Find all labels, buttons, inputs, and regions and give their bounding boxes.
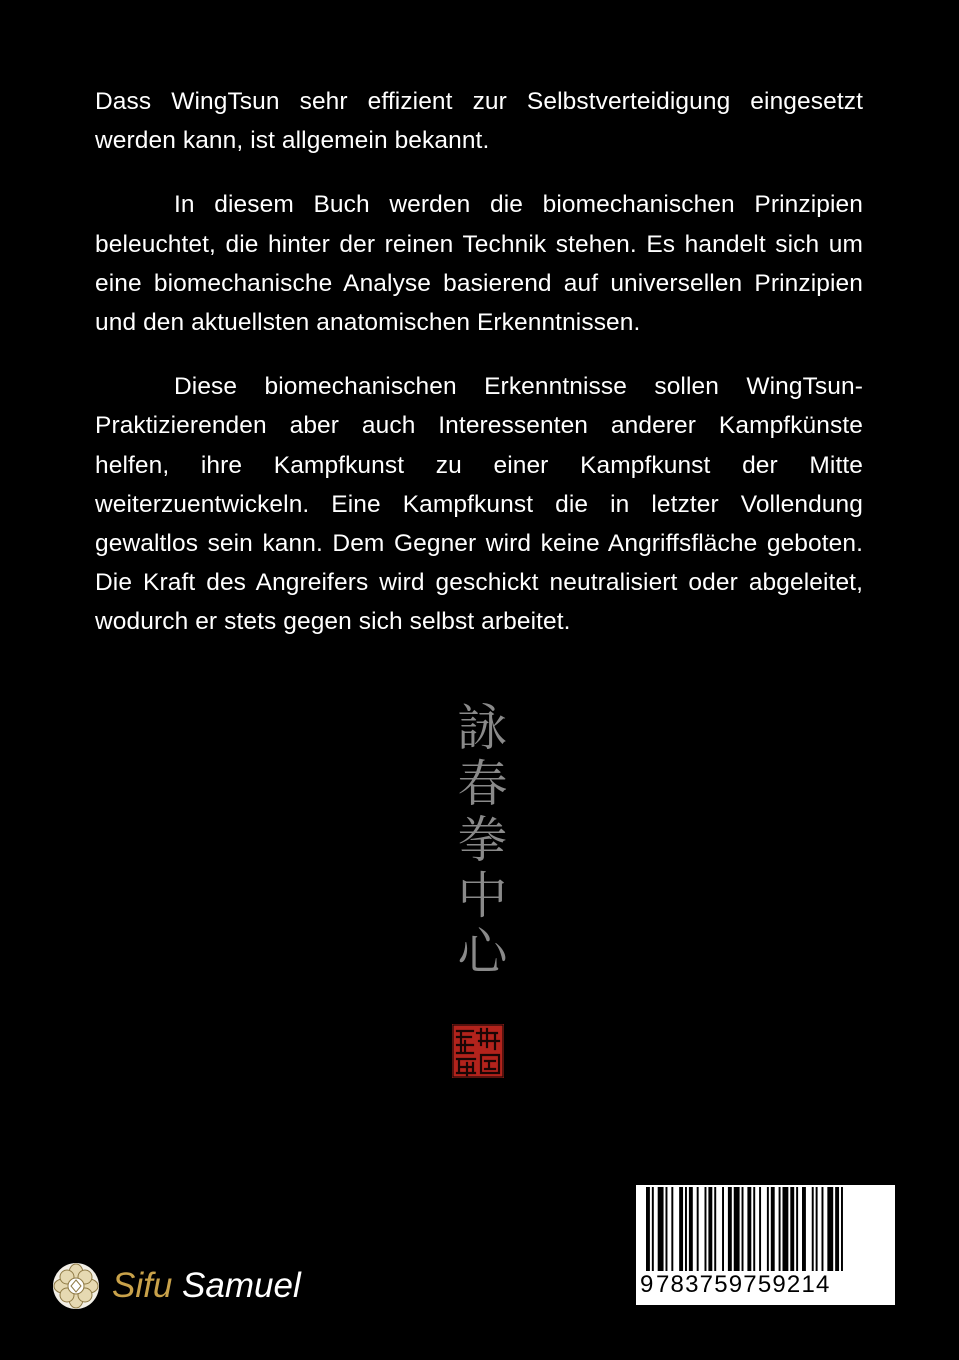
barcode-bar bbox=[759, 1187, 761, 1271]
barcode-bar bbox=[666, 1187, 668, 1271]
barcode-bar bbox=[841, 1187, 843, 1271]
chinese-calligraphy bbox=[445, 700, 520, 980]
barcode-bar bbox=[697, 1187, 699, 1271]
paragraph-biomechanics: In diesem Buch werden die biomechanischen Prinzipien beleuchtet, die hinter der reinen Technik stehen. Es handelt sich um eine biomechanische Analyse basierend auf universellen Prinzipien und den aktuellsten anatomischen Erkenntnissen. bbox=[95, 191, 863, 337]
lotus-logo-icon bbox=[52, 1262, 100, 1310]
barcode-bar bbox=[658, 1187, 664, 1271]
barcode-bar bbox=[822, 1187, 824, 1271]
barcode-bar bbox=[685, 1187, 687, 1271]
barcode-bar bbox=[714, 1187, 716, 1271]
isbn-barcode bbox=[636, 1185, 895, 1305]
barcode-bar bbox=[753, 1187, 755, 1271]
barcode-bar bbox=[705, 1187, 707, 1271]
publisher-name-first: Sifu bbox=[112, 1266, 173, 1305]
barcode-bar bbox=[802, 1187, 806, 1271]
publisher-brand bbox=[52, 1260, 372, 1312]
barcode-bar bbox=[779, 1187, 781, 1271]
barcode-bar bbox=[742, 1187, 744, 1271]
barcode-bar bbox=[790, 1187, 794, 1271]
barcode-bar bbox=[689, 1187, 693, 1271]
barcode-bars bbox=[636, 1185, 895, 1271]
barcode-bar bbox=[835, 1187, 839, 1271]
barcode-bar bbox=[728, 1187, 732, 1271]
calligraphy-char-5: 心 bbox=[457, 923, 508, 981]
barcode-bar bbox=[646, 1187, 650, 1271]
barcode-bar bbox=[816, 1187, 818, 1271]
barcode-bar bbox=[747, 1187, 751, 1271]
barcode-bar bbox=[767, 1187, 769, 1271]
barcode-bar bbox=[722, 1187, 724, 1271]
publisher-name bbox=[112, 1264, 301, 1308]
calligraphy-char-4: 中 bbox=[457, 867, 508, 925]
barcode-bar bbox=[796, 1187, 798, 1271]
publisher-name-second: Samuel bbox=[182, 1266, 301, 1305]
barcode-bar bbox=[812, 1187, 814, 1271]
calligraphy-char-1: 詠 bbox=[457, 699, 508, 757]
barcode-bar bbox=[783, 1187, 789, 1271]
paragraph-intro: Dass WingTsun sehr effizient zur Selbstverteidigung eingesetzt werden kann, ist allgemein bekannt. bbox=[95, 88, 863, 155]
calligraphy-char-3: 拳 bbox=[457, 811, 508, 869]
calligraphy-char-2: 春 bbox=[457, 755, 508, 813]
barcode-bar bbox=[734, 1187, 740, 1271]
red-seal-stamp bbox=[451, 1023, 505, 1079]
barcode-bar bbox=[827, 1187, 833, 1271]
barcode-bar bbox=[771, 1187, 775, 1271]
barcode-bar bbox=[708, 1187, 712, 1271]
barcode-bar bbox=[652, 1187, 654, 1271]
isbn-first-digit: 9 bbox=[640, 1271, 654, 1298]
isbn-remaining-digits: 783759759214 bbox=[656, 1271, 831, 1298]
isbn-number bbox=[636, 1271, 895, 1299]
seal-stamp-icon bbox=[451, 1023, 505, 1079]
barcode-bar bbox=[679, 1187, 683, 1271]
barcode-bar bbox=[671, 1187, 673, 1271]
back-cover-text bbox=[95, 82, 863, 642]
paragraph-martial-art-center: Diese biomechanischen Erkenntnisse sollen WingTsun-Praktizierenden aber auch Interessenten anderer Kampfkünste helfen, ihre Kampfkunst zu einer Kampfkunst der Mitte weiterzuentwickeln. Eine Kampfkunst die in letzter Vollendung gewaltlos sein kann. Dem Gegner wird keine Angriffsfläche geboten. Die Kraft des Angreifers wird geschickt neutralisiert oder abgeleitet, wodurch er stets gegen sich selbst arbeitet. bbox=[95, 373, 863, 636]
